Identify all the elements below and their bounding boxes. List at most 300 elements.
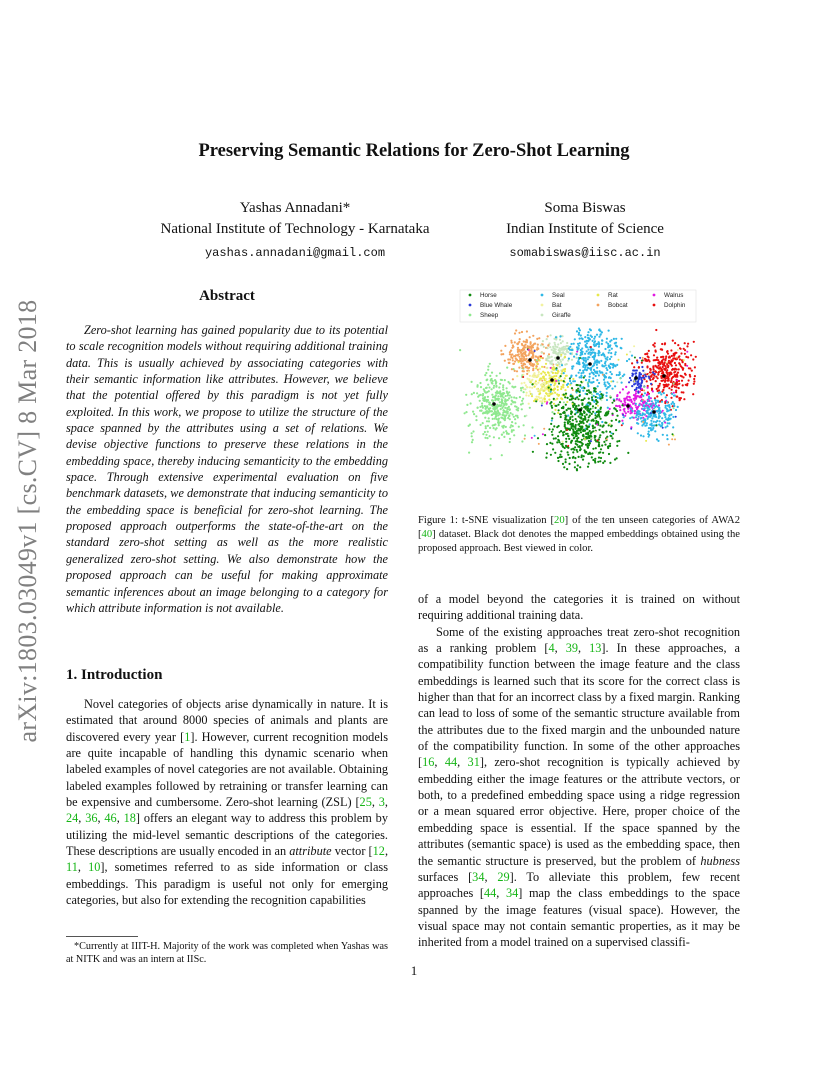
scatter-point xyxy=(610,363,612,365)
scatter-point xyxy=(581,426,583,428)
scatter-point xyxy=(558,441,560,443)
scatter-point xyxy=(610,356,612,358)
scatter-point xyxy=(489,363,491,365)
scatter-point xyxy=(559,413,561,415)
scatter-point xyxy=(612,402,614,404)
citation-link[interactable]: 12 xyxy=(372,844,385,859)
scatter-point xyxy=(564,396,566,398)
scatter-point xyxy=(498,437,500,439)
scatter-point xyxy=(534,382,536,384)
scatter-point xyxy=(506,410,508,412)
scatter-point xyxy=(581,421,583,423)
scatter-point xyxy=(606,438,608,440)
scatter-point xyxy=(579,417,581,419)
scatter-point xyxy=(465,394,467,396)
scatter-point xyxy=(655,376,657,378)
scatter-point xyxy=(536,363,538,365)
scatter-point xyxy=(546,403,548,405)
scatter-point xyxy=(664,402,666,404)
scatter-point xyxy=(473,413,475,415)
scatter-point xyxy=(563,401,565,403)
scatter-point xyxy=(481,402,483,404)
scatter-point xyxy=(508,397,510,399)
right-paragraph-1: of a model beyond the categories it is trained on without requiring additional training data. xyxy=(418,592,740,623)
scatter-point xyxy=(546,338,548,340)
scatter-point xyxy=(633,383,635,385)
scatter-point xyxy=(675,386,677,388)
scatter-point xyxy=(642,408,644,410)
scatter-point xyxy=(501,393,503,395)
citation-link[interactable]: 44 xyxy=(444,755,458,770)
author-email[interactable]: somabiswas@iisc.ac.in xyxy=(509,246,661,260)
scatter-point xyxy=(589,351,591,353)
scatter-point xyxy=(523,345,525,347)
scatter-point xyxy=(621,424,623,426)
scatter-point xyxy=(684,363,686,365)
scatter-point xyxy=(572,419,574,421)
scatter-point xyxy=(650,427,652,429)
scatter-point xyxy=(588,398,590,400)
scatter-point xyxy=(640,395,642,397)
scatter-point xyxy=(581,353,583,355)
embedding-dot xyxy=(588,362,592,366)
scatter-point xyxy=(552,448,554,450)
scatter-point xyxy=(599,434,601,436)
scatter-point xyxy=(565,458,567,460)
scatter-point xyxy=(559,431,561,433)
scatter-point xyxy=(550,334,552,336)
scatter-point xyxy=(471,432,473,434)
scatter-point xyxy=(563,434,565,436)
citation-link[interactable]: 39 xyxy=(565,641,578,656)
scatter-point xyxy=(567,415,569,417)
scatter-point xyxy=(638,416,640,418)
scatter-point xyxy=(558,425,560,427)
scatter-point xyxy=(679,399,681,401)
scatter-point xyxy=(534,435,536,437)
scatter-point xyxy=(512,346,514,348)
scatter-point xyxy=(525,394,527,396)
scatter-point xyxy=(575,357,577,359)
scatter-point xyxy=(596,411,598,413)
scatter-point xyxy=(485,411,487,413)
scatter-point xyxy=(536,399,538,401)
text-run: , xyxy=(78,811,86,826)
scatter-point xyxy=(530,352,532,354)
citation-link[interactable]: 20 xyxy=(554,515,565,526)
scatter-point xyxy=(572,389,574,391)
scatter-point xyxy=(635,406,637,408)
scatter-point xyxy=(587,367,589,369)
scatter-point xyxy=(470,402,472,404)
scatter-point xyxy=(597,405,599,407)
scatter-point xyxy=(607,381,609,383)
citation-link[interactable]: 10 xyxy=(88,860,101,875)
scatter-point xyxy=(513,434,515,436)
scatter-point xyxy=(503,431,505,433)
scatter-point xyxy=(495,415,497,417)
scatter-point xyxy=(662,356,664,358)
arxiv-stamp xyxy=(8,286,48,756)
scatter-point xyxy=(544,386,546,388)
scatter-point xyxy=(551,356,553,358)
scatter-point xyxy=(599,436,601,438)
scatter-point xyxy=(499,412,501,414)
scatter-point xyxy=(552,372,554,374)
scatter-point xyxy=(614,385,616,387)
scatter-point xyxy=(576,438,578,440)
scatter-point xyxy=(676,357,678,359)
scatter-point xyxy=(562,340,564,342)
scatter-point xyxy=(611,348,613,350)
scatter-point xyxy=(558,380,560,382)
scatter-point xyxy=(600,407,602,409)
scatter-point xyxy=(618,420,620,422)
scatter-point xyxy=(561,359,563,361)
scatter-point xyxy=(656,410,658,412)
scatter-point xyxy=(566,342,568,344)
scatter-point xyxy=(602,462,604,464)
scatter-point xyxy=(567,360,569,362)
scatter-point xyxy=(658,385,660,387)
citation-link[interactable]: 46 xyxy=(104,811,117,826)
scatter-point xyxy=(579,376,581,378)
scatter-point xyxy=(515,329,517,331)
scatter-point xyxy=(583,422,585,424)
scatter-point xyxy=(503,404,505,406)
scatter-point xyxy=(631,416,633,418)
scatter-point xyxy=(472,439,474,441)
scatter-point xyxy=(503,436,505,438)
scatter-point xyxy=(583,359,585,361)
scatter-point xyxy=(582,390,584,392)
scatter-point xyxy=(542,371,544,373)
scatter-point xyxy=(568,419,570,421)
scatter-point xyxy=(618,359,620,361)
scatter-point xyxy=(575,418,577,420)
scatter-point xyxy=(590,346,592,348)
scatter-point xyxy=(598,457,600,459)
scatter-point xyxy=(584,353,586,355)
citation-link[interactable]: 24 xyxy=(66,811,79,826)
scatter-point xyxy=(591,399,593,401)
citation-link[interactable]: 3 xyxy=(378,795,385,810)
scatter-point xyxy=(610,352,612,354)
text-run: surfaces [ xyxy=(418,869,473,884)
scatter-point xyxy=(678,380,680,382)
scatter-point xyxy=(635,416,637,418)
scatter-point xyxy=(566,363,568,365)
scatter-point xyxy=(534,350,536,352)
scatter-point xyxy=(588,444,590,446)
scatter-point xyxy=(641,366,643,368)
citation-link[interactable]: 34 xyxy=(505,886,519,901)
scatter-point xyxy=(586,393,588,395)
scatter-point xyxy=(518,341,520,343)
scatter-point xyxy=(580,381,582,383)
scatter-point xyxy=(523,382,525,384)
scatter-point xyxy=(495,412,497,414)
scatter-point xyxy=(694,375,696,377)
scatter-point xyxy=(498,424,500,426)
scatter-point xyxy=(577,424,579,426)
citation-link[interactable]: 11 xyxy=(66,860,78,875)
scatter-point xyxy=(532,354,534,356)
scatter-point xyxy=(595,375,597,377)
citation-link[interactable]: 4 xyxy=(548,641,555,656)
scatter-point xyxy=(684,353,686,355)
scatter-point xyxy=(482,422,484,424)
scatter-point xyxy=(598,429,600,431)
scatter-point xyxy=(588,462,590,464)
scatter-point xyxy=(500,350,502,352)
citation-link[interactable]: 44 xyxy=(484,886,497,901)
scatter-point xyxy=(505,404,507,406)
citation-link[interactable]: 34 xyxy=(472,869,485,884)
scatter-point xyxy=(538,373,540,375)
scatter-point xyxy=(564,418,566,420)
citation-link[interactable]: 29 xyxy=(497,869,510,884)
scatter-point xyxy=(485,406,487,408)
scatter-point xyxy=(557,371,559,373)
scatter-point xyxy=(537,344,539,346)
scatter-point xyxy=(488,408,490,410)
scatter-point xyxy=(609,395,611,397)
scatter-point xyxy=(472,411,474,413)
scatter-point xyxy=(475,415,477,417)
scatter-point xyxy=(575,435,577,437)
scatter-point xyxy=(693,378,695,380)
scatter-point xyxy=(567,345,569,347)
scatter-point xyxy=(654,365,656,367)
scatter-point xyxy=(673,407,675,409)
scatter-point xyxy=(529,390,531,392)
scatter-point xyxy=(673,371,675,373)
citation-link[interactable]: 18 xyxy=(123,811,136,826)
scatter-point xyxy=(642,395,644,397)
citation-link[interactable]: 16 xyxy=(422,755,435,770)
scatter-point xyxy=(637,418,639,420)
scatter-point xyxy=(585,357,587,359)
scatter-point xyxy=(622,414,624,416)
scatter-point xyxy=(514,332,516,334)
scatter-point xyxy=(552,346,554,348)
scatter-point xyxy=(637,395,639,397)
citation-link[interactable]: 36 xyxy=(85,811,98,826)
scatter-point xyxy=(499,393,501,395)
scatter-point xyxy=(658,417,660,419)
text-run: Figure 1: t-SNE visualization [ xyxy=(418,515,555,526)
scatter-point xyxy=(499,421,501,423)
embedding-dot xyxy=(626,404,630,408)
scatter-point xyxy=(606,392,608,394)
scatter-point xyxy=(493,436,495,438)
scatter-point xyxy=(531,395,533,397)
citation-link[interactable]: 1 xyxy=(184,729,191,744)
scatter-point xyxy=(576,330,578,332)
text-run: , xyxy=(371,795,379,810)
scatter-point xyxy=(644,407,646,409)
scatter-point xyxy=(542,376,544,378)
scatter-point xyxy=(659,383,661,385)
scatter-point xyxy=(571,395,573,397)
scatter-point xyxy=(491,382,493,384)
scatter-point xyxy=(550,423,552,425)
scatter-point xyxy=(597,401,599,403)
text-run: , xyxy=(457,755,468,770)
scatter-point xyxy=(594,460,596,462)
scatter-point xyxy=(637,410,639,412)
scatter-point xyxy=(531,346,533,348)
scatter-point xyxy=(615,429,617,431)
scatter-point xyxy=(574,457,576,459)
scatter-point xyxy=(662,364,664,366)
scatter-point xyxy=(509,358,511,360)
scatter-point xyxy=(592,411,594,413)
scatter-point xyxy=(493,427,495,429)
legend-marker xyxy=(597,294,600,297)
scatter-point xyxy=(577,464,579,466)
scatter-point xyxy=(609,358,611,360)
scatter-point xyxy=(660,377,662,379)
scatter-point xyxy=(608,376,610,378)
scatter-point xyxy=(634,357,636,359)
citation-link[interactable]: 40 xyxy=(421,529,433,540)
scatter-point xyxy=(578,456,580,458)
scatter-point xyxy=(634,399,636,401)
emphasis-text: attribute xyxy=(289,844,332,859)
scatter-point xyxy=(571,366,573,368)
scatter-point xyxy=(668,405,670,407)
scatter-point xyxy=(557,412,559,414)
author-email[interactable]: yashas.annadani@gmail.com xyxy=(204,246,386,260)
scatter-point xyxy=(545,363,547,365)
scatter-point xyxy=(642,399,644,401)
scatter-point xyxy=(518,367,520,369)
scatter-point xyxy=(493,387,495,389)
scatter-point xyxy=(628,391,630,393)
scatter-point xyxy=(568,428,570,430)
scatter-point xyxy=(566,375,568,377)
scatter-point xyxy=(569,346,571,348)
scatter-point xyxy=(630,408,632,410)
scatter-point xyxy=(598,354,600,356)
scatter-point xyxy=(677,406,679,408)
scatter-point xyxy=(661,417,663,419)
scatter-point xyxy=(600,360,602,362)
scatter-point xyxy=(489,427,491,429)
scatter-point xyxy=(607,343,609,345)
scatter-point xyxy=(619,377,621,379)
scatter-point xyxy=(539,392,541,394)
scatter-point xyxy=(661,423,663,425)
scatter-point xyxy=(573,449,575,451)
scatter-point xyxy=(563,394,565,396)
scatter-point xyxy=(647,387,649,389)
scatter-point xyxy=(643,390,645,392)
scatter-point xyxy=(577,384,579,386)
scatter-point xyxy=(591,336,593,338)
scatter-point xyxy=(528,395,530,397)
citation-link[interactable]: 25 xyxy=(359,795,372,810)
scatter-point xyxy=(574,338,576,340)
scatter-point xyxy=(502,414,504,416)
scatter-point xyxy=(649,416,651,418)
scatter-point xyxy=(561,407,563,409)
scatter-point xyxy=(562,463,564,465)
scatter-point xyxy=(505,430,507,432)
scatter-point xyxy=(642,435,644,437)
scatter-point xyxy=(554,357,556,359)
scatter-point xyxy=(554,383,556,385)
scatter-point xyxy=(593,395,595,397)
scatter-point xyxy=(511,431,513,433)
scatter-point xyxy=(487,369,489,371)
embedding-dot xyxy=(634,376,638,380)
scatter-point xyxy=(676,379,678,381)
scatter-point xyxy=(598,342,600,344)
scatter-point xyxy=(601,331,603,333)
scatter-point xyxy=(514,370,516,372)
scatter-point xyxy=(695,356,697,358)
scatter-point xyxy=(668,444,670,446)
scatter-point xyxy=(648,413,650,415)
scatter-point xyxy=(611,388,613,390)
scatter-point xyxy=(563,349,565,351)
scatter-point xyxy=(597,385,599,387)
scatter-point xyxy=(534,398,536,400)
scatter-point xyxy=(576,451,578,453)
scatter-point xyxy=(523,424,525,426)
scatter-point xyxy=(545,374,547,376)
scatter-point xyxy=(594,345,596,347)
scatter-point xyxy=(580,448,582,450)
scatter-point xyxy=(648,356,650,358)
scatter-point xyxy=(563,372,565,374)
scatter-point xyxy=(587,466,589,468)
scatter-point xyxy=(587,432,589,434)
scatter-point xyxy=(547,393,549,395)
scatter-point xyxy=(551,349,553,351)
scatter-point xyxy=(654,415,656,417)
scatter-point xyxy=(677,344,679,346)
scatter-point xyxy=(555,437,557,439)
scatter-point xyxy=(507,399,509,401)
scatter-point xyxy=(571,433,573,435)
scatter-point xyxy=(693,383,695,385)
text-run: , xyxy=(97,811,105,826)
scatter-point xyxy=(529,386,531,388)
scatter-point xyxy=(606,356,608,358)
scatter-point xyxy=(465,411,467,413)
scatter-point xyxy=(656,438,658,440)
scatter-point xyxy=(576,468,578,470)
scatter-point xyxy=(560,443,562,445)
scatter-point xyxy=(551,420,553,422)
citation-link[interactable]: 31 xyxy=(467,755,480,770)
scatter-point xyxy=(592,405,594,407)
scatter-point xyxy=(607,407,609,409)
scatter-point xyxy=(497,392,499,394)
right-paragraph-2 xyxy=(418,624,740,951)
scatter-point xyxy=(601,421,603,423)
scatter-point xyxy=(496,390,498,392)
scatter-point xyxy=(597,439,599,441)
scatter-point xyxy=(687,356,689,358)
citation-link[interactable]: 13 xyxy=(589,641,602,656)
scatter-point xyxy=(651,422,653,424)
scatter-point xyxy=(554,452,556,454)
